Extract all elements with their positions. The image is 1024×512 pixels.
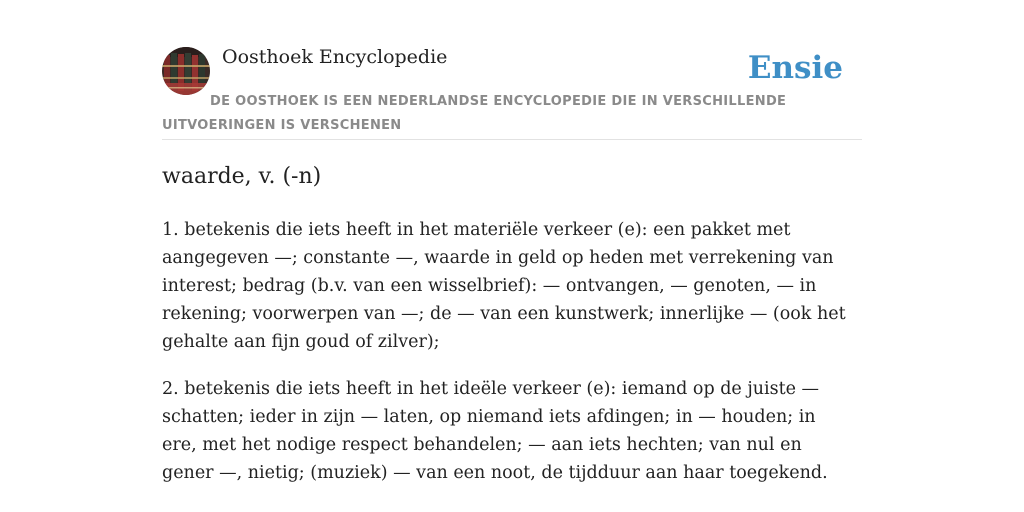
definition-1: 1. betekenis die iets heeft in het materiële verkeer (e): een pakket met aangegeven —; constante —, waarde in geld op heden met verrekening van interest; bedrag (b.v. van een wisselbrief): — ontvangen, — genoten, — in rekening; voorwerpen van —; de — van een kunstwerk; innerlijke — (ook het gehalte aan fijn goud of zilver);: [162, 220, 846, 352]
source-name-link[interactable]: Oosthoek Encyclopedie: [222, 46, 448, 68]
entry-title: waarde, v. (-n): [162, 164, 322, 189]
header-divider: [162, 139, 862, 140]
definition-2: 2. betekenis die iets heeft in het ideële verkeer (e): iemand op de juiste — schatten; ieder in zijn — laten, op niemand iets afdingen; in — houden; in ere, met het nodige respect behandelen; — aan iets hechten; van nul en gener —, nietig; (muziek) — van een noot, de tijdduur aan haar toegekend.: [162, 379, 828, 483]
brand-logo-link[interactable]: Ensie: [747, 50, 843, 86]
source-description: DE OOSTHOEK IS EEN NEDERLANDSE ENCYCLOPEDIE DIE IN VERSCHILLENDE UITVOERINGEN IS VERSCHENEN: [162, 94, 787, 133]
encyclopedia-books-icon[interactable]: [162, 47, 210, 95]
